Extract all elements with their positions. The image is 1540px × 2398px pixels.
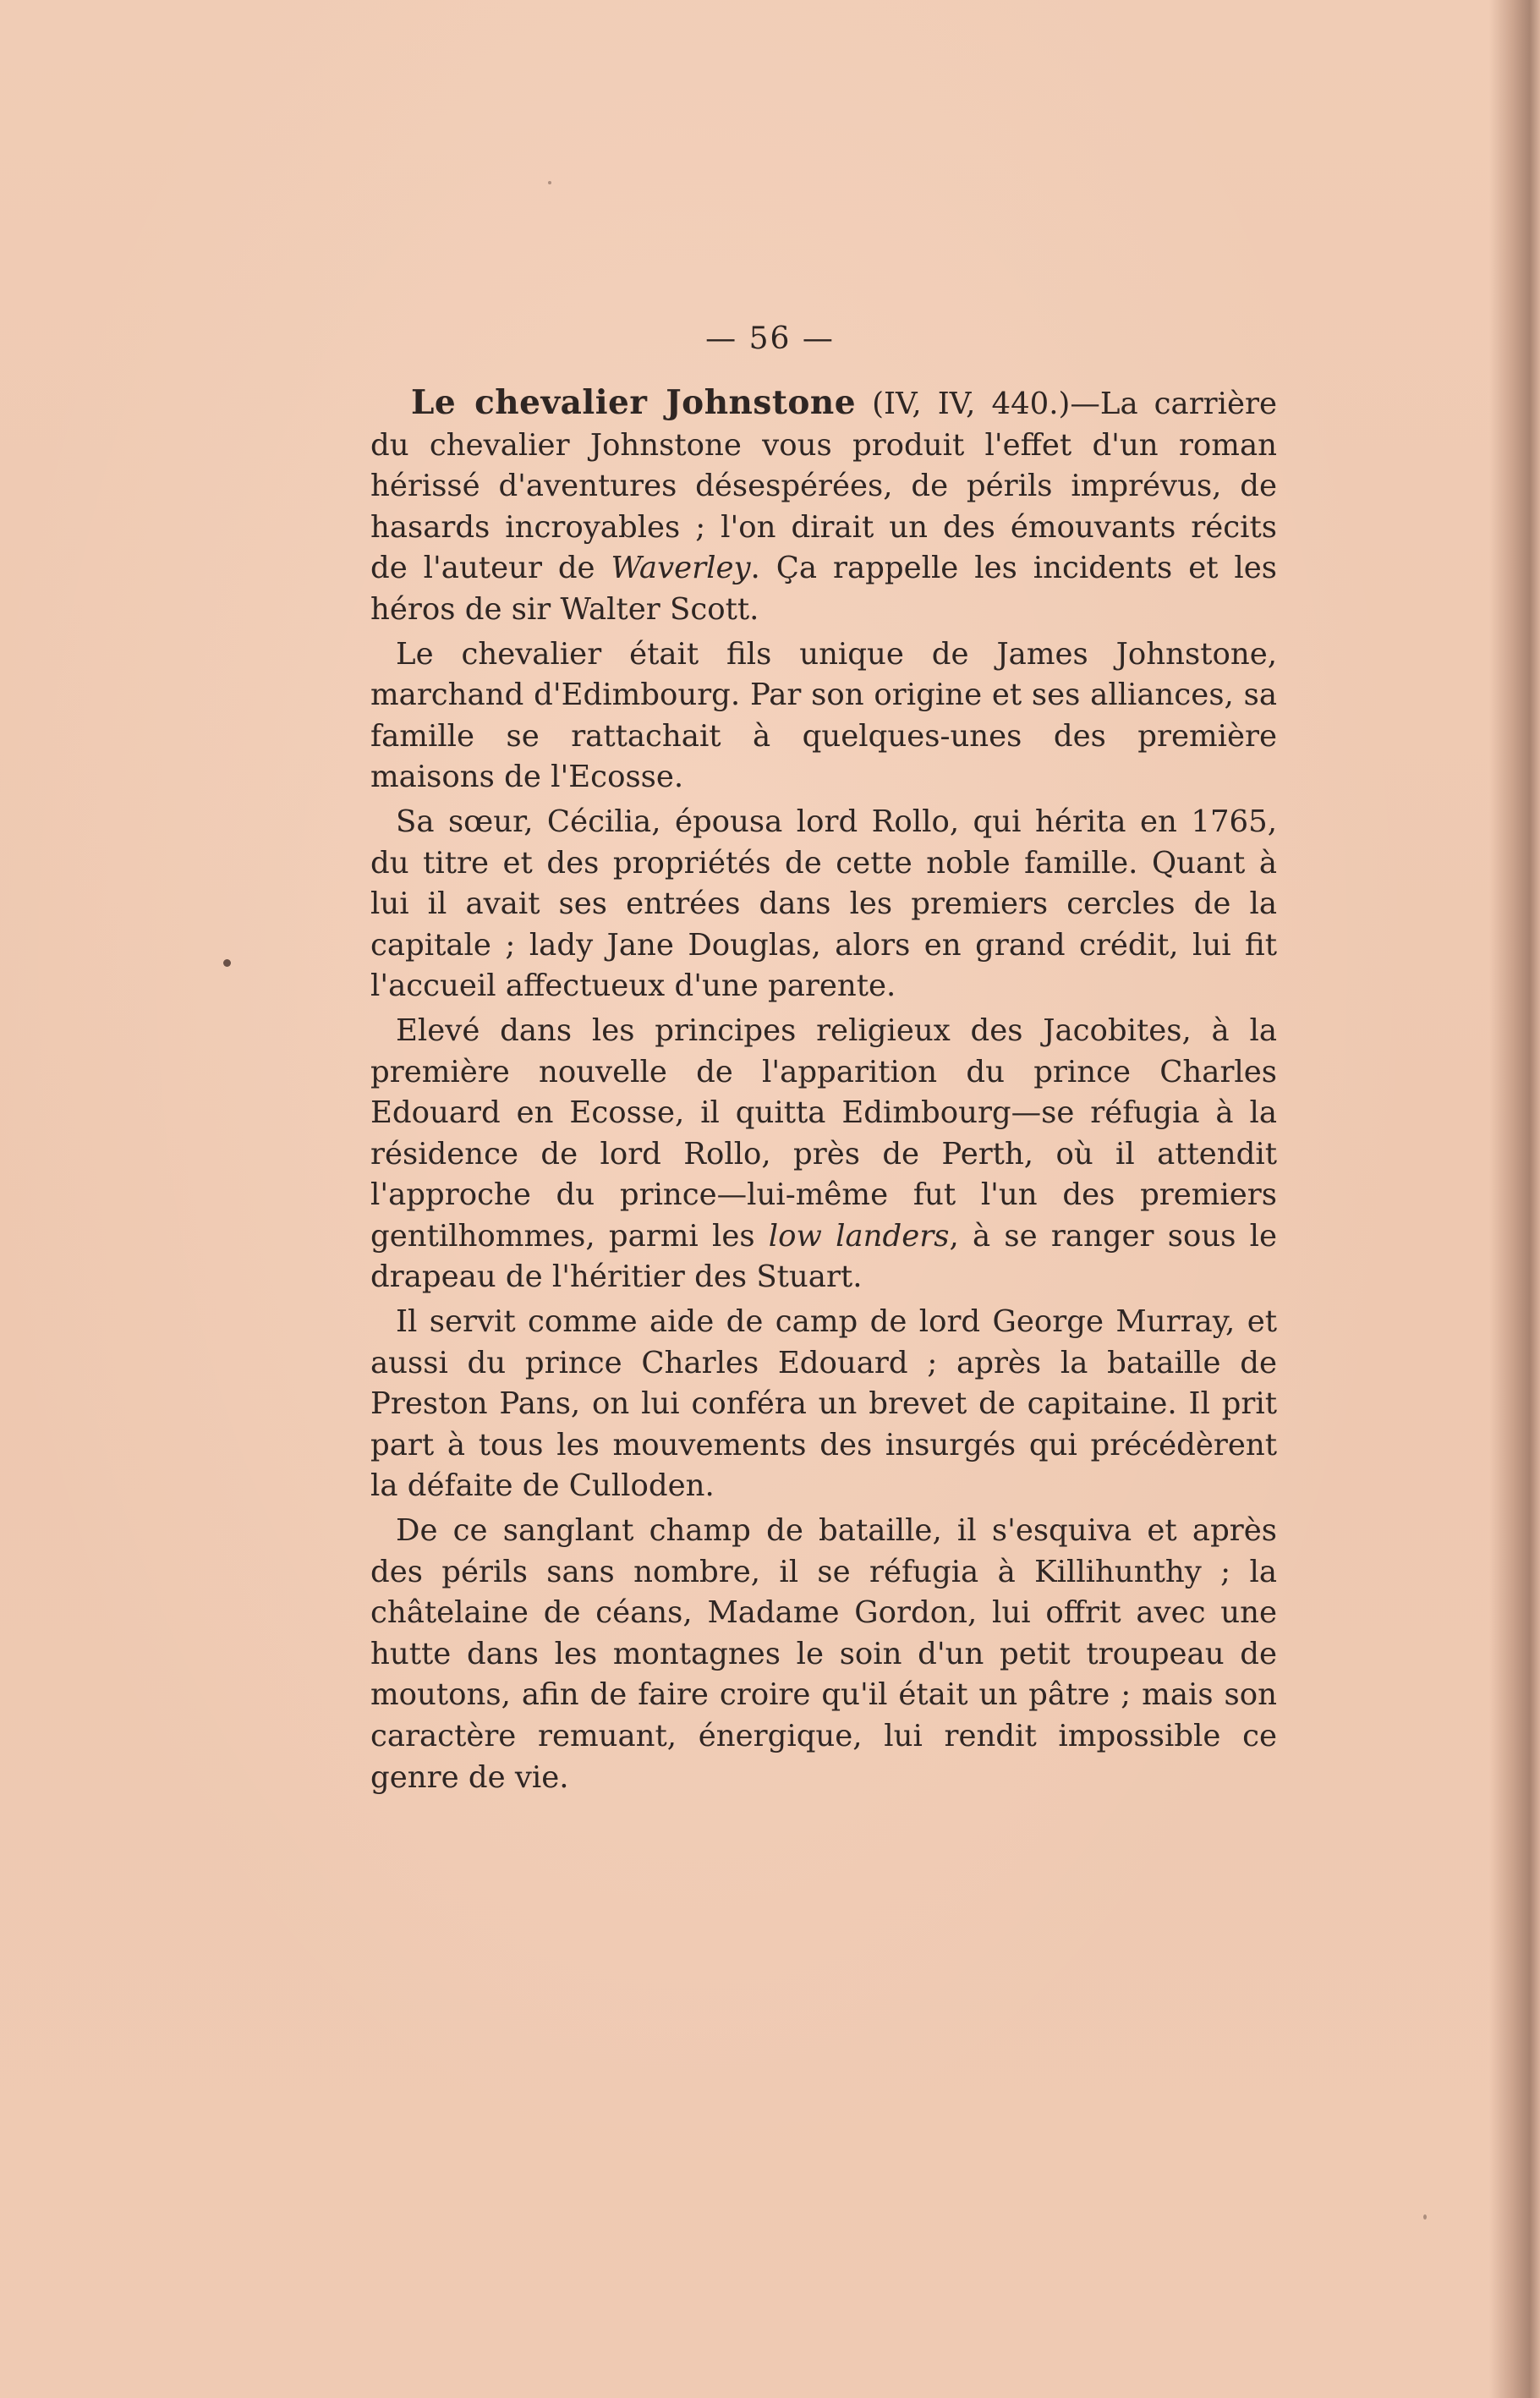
page-binding-edge xyxy=(1489,0,1540,2398)
page-number: — 56 — xyxy=(705,321,835,356)
ink-speck xyxy=(1423,2214,1427,2220)
paragraph-escape: De ce sanglant champ de bataille, il s'esquiva et après des périls sans nombre, il se réfugia à Killihunthy ; la châtelaine de céans, Madame Gordon, lui offrit avec une hutte dans les montagnes le soin d'un petit troupeau de moutons, afin de faire croire qu'il était un pâtre ; mais son caractère remuant, énergique, lui rendit impossible ce genre de vie. xyxy=(370,1513,1277,1795)
paragraph-service: Il servit comme aide de camp de lord George Murray, et aussi du prince Charles Edouard ; après la bataille de Preston Pans, on lui conféra un brevet de capitaine. Il prit part à tous les mouvements des insurgés qui précédèrent la défaite de Culloden. xyxy=(370,1304,1277,1504)
article-heading: Le chevalier Johnstone xyxy=(411,383,857,422)
ink-speck xyxy=(548,181,551,184)
para4-italic: low landers xyxy=(768,1218,950,1254)
paragraph-jacobites xyxy=(370,1011,1277,1298)
para4-text-end: , à se ranger sous le drapeau de l'héritier des Stuart. xyxy=(370,1218,1278,1295)
article-body xyxy=(370,382,1277,1802)
paragraph-sister: Sa sœur, Cécilia, épousa lord Rollo, qui hérita en 1765, du titre et des propriétés de cette noble famille. Quant à lui il avait ses entrées dans les premiers cercles de la capitale ; lady Jane Douglas, alors en grand crédit, lui fit l'accueil affectueux d'une parente. xyxy=(370,804,1277,1004)
intro-text: (IV, IV, 440.)—La carrière du chevalier Johnstone vous produit l'effet d'un roman hérissé d'aventures désespérées, de périls imprévus, de hasards incroyables ; l'on dirait un des émouvants récits de l'auteur de xyxy=(370,387,1277,586)
intro-text-end: . Ça rappelle les incidents et les héros de sir Walter Scott. xyxy=(370,551,1277,627)
paragraph-intro xyxy=(370,382,1277,631)
intro-italic-title: Waverley xyxy=(611,551,751,586)
ink-speck xyxy=(223,959,231,967)
para4-text: Elevé dans les principes religieux des Jacobites, à la première nouvelle de l'apparition du prince Charles Edouard en Ecosse, il quitta Edimbourg—se réfugia à la résidence de lord Rollo, près de Perth, où il attendit l'approche du prince—lui-même fut l'un des premiers gentilhommes, parmi les xyxy=(370,1012,1277,1254)
paragraph-origin: Le chevalier était fils unique de James Johnstone, marchand d'Edimbourg. Par son origine et ses alliances, sa famille se rattachait à quelques-unes des première maisons de l'Ecosse. xyxy=(370,636,1277,795)
